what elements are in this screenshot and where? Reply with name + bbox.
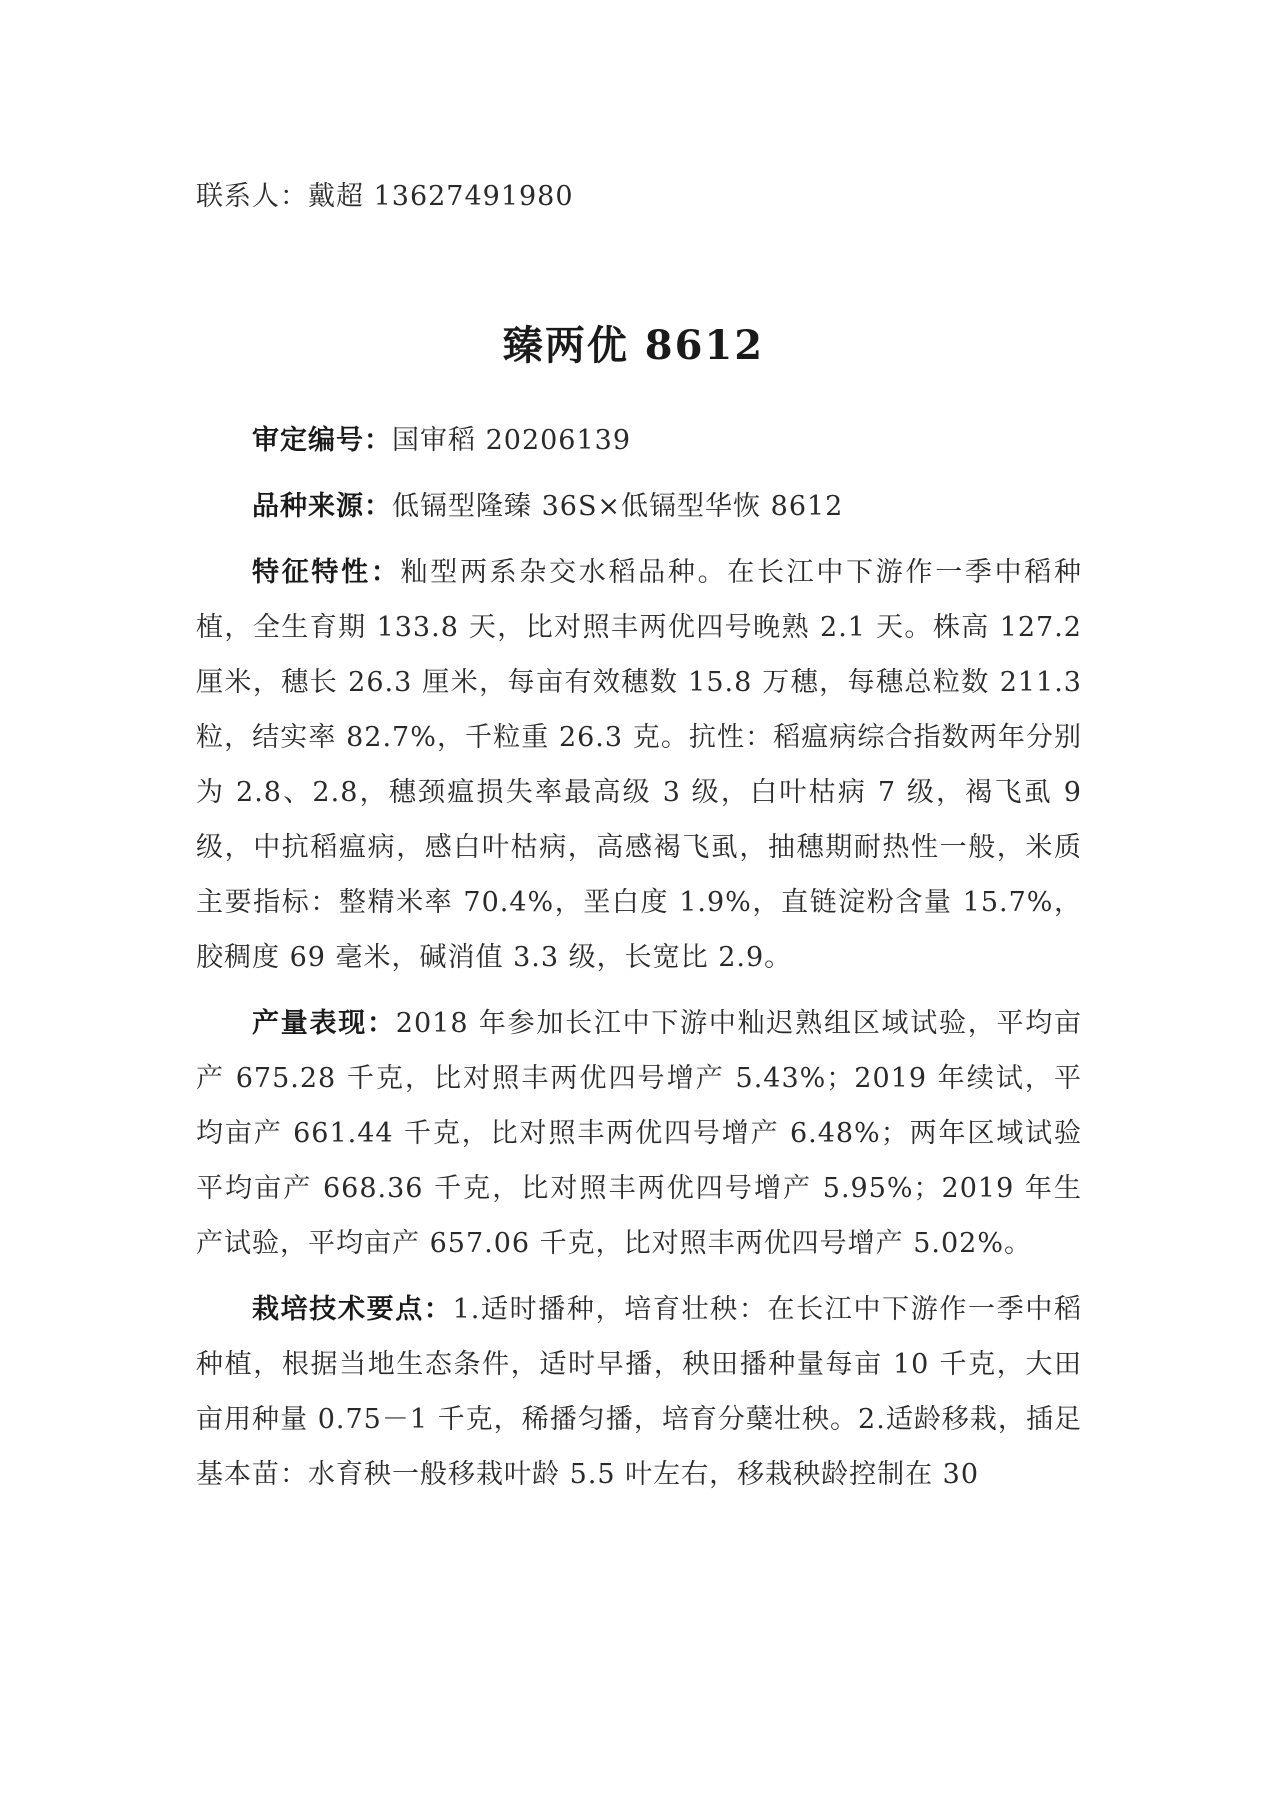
section-text: 籼型两系杂交水稻品种。在长江中下游作一季中稻种植，全生育期 133.8 天，比对照丰两优四号晚熟 2.1 天。株高 127.2 厘米，穗长 26.3 厘米，每亩有效穗数 15.8 万穗，每穗总粒数 211.3 粒，结实率 82.7%，千粒重 26.3 克。抗性：稻瘟病综合指数两年分别为 2.8、2.8，穗颈瘟损失率最高级 3 级，白叶枯病 7 级，褐飞虱 9 级，中抗稻瘟病，感白叶枯病，高感褐飞虱，抽穗期耐热性一般，米质主要指标：整精米率 70.4%，垩白度 1.9%，直链淀粉含量 15.7%，胶稠度 69 毫米，碱消值 3.3 级，长宽比 2.9。 bbox=[196, 557, 1083, 973]
document-body bbox=[196, 413, 1082, 1513]
section-cultivation-points bbox=[196, 1282, 1082, 1502]
section-label: 品种来源： bbox=[252, 491, 392, 522]
contact-line: 联系人：戴超 13627491980 bbox=[196, 181, 574, 212]
section-label: 审定编号： bbox=[252, 425, 392, 456]
section-yield-performance bbox=[196, 996, 1082, 1271]
section-variety-source bbox=[196, 479, 1082, 534]
section-text: 国审稻 20206139 bbox=[392, 425, 632, 456]
section-label: 栽培技术要点： bbox=[252, 1294, 453, 1325]
section-characteristics bbox=[196, 545, 1082, 985]
section-text: 2018 年参加长江中下游中籼迟熟组区域试验，平均亩产 675.28 千克，比对照丰两优四号增产 5.43%；2019 年续试，平均亩产 661.44 千克，比对照丰两优四号增产 6.48%；两年区域试验平均亩产 668.36 千克，比对照丰两优四号增产 5.95%；2019 年生产试验，平均亩产 657.06 千克，比对照丰两优四号增产 5.02%。 bbox=[196, 1008, 1083, 1259]
section-text: 低镉型隆臻 36S×低镉型华恢 8612 bbox=[392, 491, 844, 522]
section-approval-number bbox=[196, 413, 1082, 468]
section-label: 特征特性： bbox=[252, 557, 401, 588]
document-title: 臻两优 8612 bbox=[502, 322, 765, 369]
section-label: 产量表现： bbox=[252, 1008, 396, 1039]
section-text: 1.适时播种，培育壮秧：在长江中下游作一季中稻种植，根据当地生态条件，适时早播，秧田播种量每亩 10 千克，大田亩用种量 0.75－1 千克，稀播匀播，培育分蘖壮秧。2.适龄移栽，插足基本苗：水育秧一般移栽叶龄 5.5 叶左右，移栽秧龄控制在 30 bbox=[196, 1294, 1082, 1490]
